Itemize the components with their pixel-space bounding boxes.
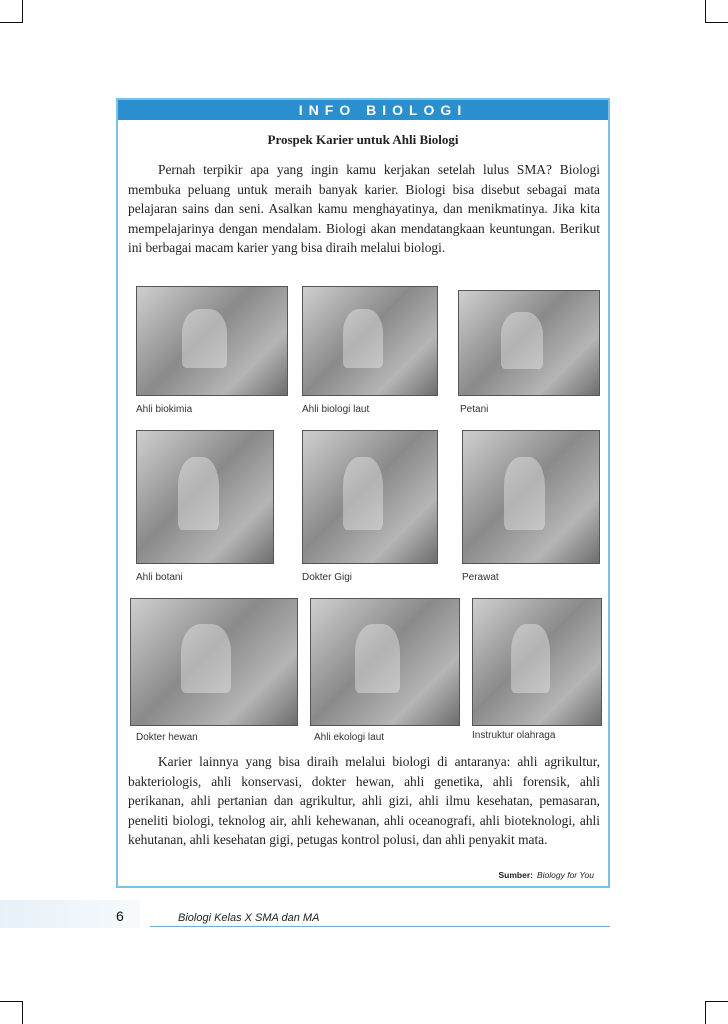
photo-nurse	[462, 430, 600, 564]
careers-paragraph: Karier lainnya yang bisa diraih melalui biologi di antaranya: ahli agrikultur, bakteriologis, ahli konservasi, dokter hewan, ahli genetika, ahli forensik, ahli perikanan, ahli pertanian dan agrikultur, ahli gizi, ahli ilmu kesehatan, pemasaran, peneliti biologi, teknolog air, ahli kehewanan, ahli oceanografi, ahli bioteknologi, ahli kehutanan, ahli kesehatan gigi, petugas kontrol polusi, dan ahli penyakit mata.	[128, 754, 600, 847]
info-banner: INFO BIOLOGI	[118, 100, 608, 120]
caption-farmer: Petani	[460, 404, 489, 415]
caption-biochemist: Ahli biokimia	[136, 404, 193, 415]
photo-biochemist	[136, 286, 288, 396]
caption-sports-instructor: Instruktur olahraga	[472, 730, 556, 741]
book-title: Biologi Kelas X SMA dan MA	[178, 912, 320, 924]
photo-marine-ecologist	[310, 598, 460, 726]
crop-mark-top-right	[705, 0, 728, 23]
crop-mark-bottom-left	[0, 1001, 23, 1024]
caption-marine-biologist: Ahli biologi laut	[302, 404, 370, 415]
photo-veterinarian	[130, 598, 298, 726]
caption-nurse: Perawat	[462, 572, 499, 583]
source-title: Biology for You	[536, 870, 594, 880]
photo-botanist	[136, 430, 274, 564]
source-label: Sumber:	[498, 870, 533, 880]
photo-sports-instructor	[472, 598, 602, 726]
caption-dentist: Dokter Gigi	[302, 572, 353, 583]
caption-veterinarian: Dokter hewan	[136, 732, 198, 743]
caption-botanist: Ahli botani	[136, 572, 183, 583]
crop-mark-bottom-right	[705, 1001, 728, 1024]
crop-mark-top-left	[0, 0, 23, 23]
photo-dentist	[302, 430, 438, 564]
photo-marine-biologist	[302, 286, 438, 396]
info-subtitle: Prospek Karier untuk Ahli Biologi	[267, 132, 459, 147]
intro-paragraph: Pernah terpikir apa yang ingin kamu kerjakan setelah lulus SMA? Biologi membuka peluang untuk meraih banyak karier. Biologi bisa disebut sebagai mata pelajaran sains dan seni. Asalkan kamu menghayatinya, dan menikmatinya. Jika kita mempelajarinya dengan mendalam. Biologi akan mendatangkaan keuntungan. Berikut ini berbagai macam karier yang bisa diraih melalui biologi.	[128, 162, 600, 255]
source-citation	[498, 870, 594, 880]
photo-farmer	[458, 290, 600, 396]
info-box	[116, 98, 610, 888]
footer-line	[150, 926, 610, 927]
caption-marine-ecologist: Ahli ekologi laut	[314, 732, 385, 743]
page-number: 6	[116, 908, 124, 924]
